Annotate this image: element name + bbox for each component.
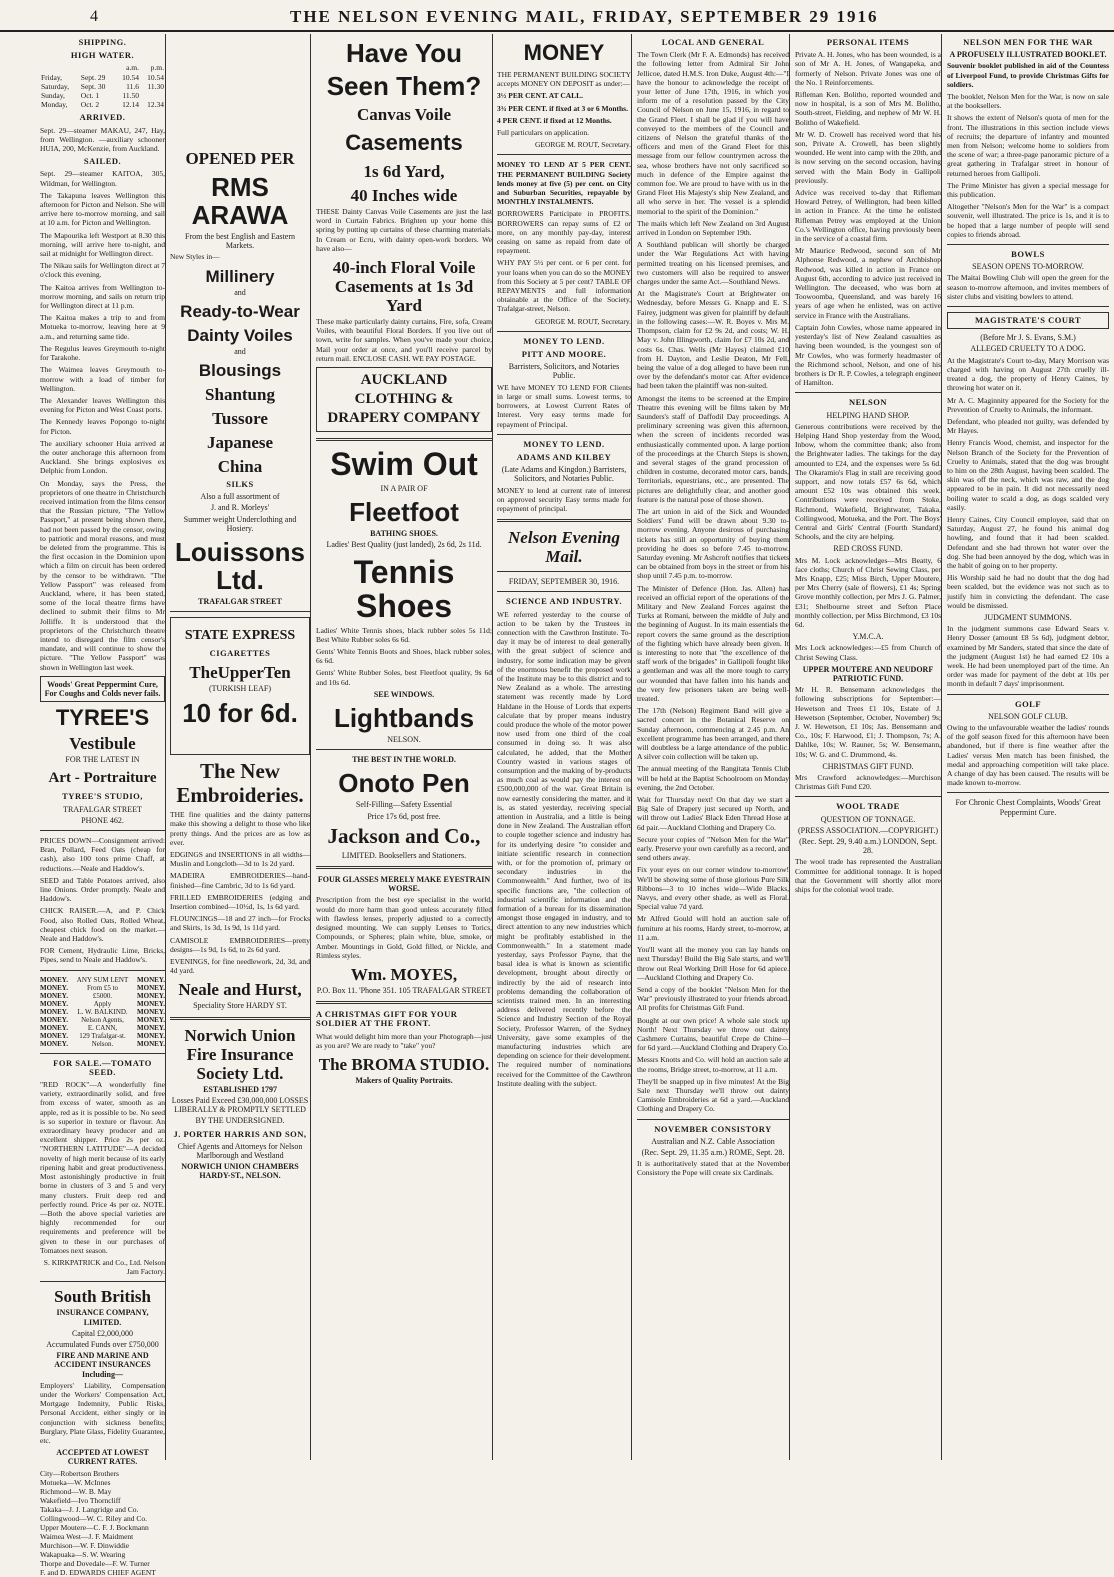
war-heading: NELSON MEN FOR THE WAR [963,37,1093,47]
rate-item: 3½ PER CENT. AT CALL. [497,91,584,101]
emb-item: FLOUNCINGS—18 and 27 inch—for Frocks and Skirts, 1s 3d, 1s 9d, 1s 11d yard. [170,914,310,933]
seen-them: Seen Them? [326,71,482,101]
local-para: The Minister of Defence (Hon. Jas. Allen) has received an official report of the operations of the Military and New Zealand Forces against the Turks at Romani, between the middle of July and the beginning of August. In its main essentials the report covers the same ground as the description of the fighting which have already been given. It is interesting to note that "the excellence of the staff work of the brigades" in Gallipoli fought like a gentleman and was all the more tough to carry our wounded that have fallen into his hands and the very few prisoners taken are being well-treated. [637,583,789,704]
tide-row: Sunday, Oct. 1 11.50 [41,91,139,101]
shipping-note: The Kaitoa makes a trip to and from Motueka to-morrow, leaving here at 9 a.m., and returning same tide. [40,313,165,341]
norwich-chambers: NORWICH UNION CHAMBERS HARDY-ST., NELSON. [181,1162,299,1181]
local-para: Mr Alfred Gould will hold an auction sale of furniture at his rooms, Hardy street, to-morrow, at 11 a.m. [637,914,789,942]
film-censor-note: On Monday, says the Press, the proprietors of one theatre in Christchurch received intimation from the films censor that the Russian picture, "The Yellow Passport," at present being shown there, had not been passed by the censor, owing to patriotic and moral reasons, and must be deleted from the programme. This is the first occasion in the Dominion upon which a film on circuit has been ordered by the censor to be withdrawn. "The Yellow Passport" was released from Auckland, where, it has been stated, some of the local theatre firms have declined to submit their films to Mr Jolliffe. It is understood that the proprietors of the Christchurch theatre intend to disregard the film censor's mandate, and will continue to show the picture. "The Yellow Passport" was shown in Wellington last week. [40,478,165,672]
local-para: Send a copy of the booklet "Nelson Men for the War" previously illustrated to your friends abroad. All profits for Christmas Gift Fund. [637,984,789,1013]
personal-para: Private A. H. Jones, who has been wounded, is a son of Mr A. H. Jones, of Wangapeka, and formerly of Nelson. Private Jones was one of the No. 1 Reinforcements. [795,50,941,87]
floral-text: These make particularly dainty curtains, Fire, sofa, Cream Voiles, with beautiful Floral Borders. If you live out of town, write for samples. When you've made your choice, Mail your order at once, and you'll receive parcel by return mail. ENCLOSE CASH. WE PAY POSTAGE. [316,317,492,363]
personal-para: Mr Maurice Redwood, second son of Mr Alphonse Redwood, a nephew of Archbishop Redwood, was killed in action in France on August 6th, according to advice just received in Wellington. The deceased, who was born at Toowoomba, Queensland, and was barely 16 years of age when he enlisted, was on active service in France with the Australians. [795,246,941,320]
best-in-world: THE BEST IN THE WORLD. [352,755,456,765]
shipping-note: The Takapuna leaves Wellington this afternoon for Picton and Nelson. She will arrive here to-morrow morning, and sail at 10 a.m. for Picton and Wellington. [40,190,165,228]
millinery: Millinery [205,266,275,286]
neale-sub: Speciality Store HARDY ST. [193,1001,287,1011]
money-heading: MONEY [523,40,605,65]
rate-item: 4 PER CENT. if fixed at 12 Months. [497,115,612,125]
cigarettes-label: CIGARETTES [209,648,271,659]
south-british-heading: South British [54,1287,151,1307]
war-para: Altogether "Nelson's Men for the War" is a compact souvenir, well illustrated. The price is 1s, and it is to be hoped that a large number of people will send copies to friends abroad. [947,202,1109,239]
lend-5-percent: MONEY TO LEND AT 5 PER CENT. THE PERMANENT BUILDING Society lends money at five (5) per cent. on City and Suburban Securities, repayable by MONTHLY INSTALMENTS. [497,160,631,207]
local-para: The 17th (Nelson) Regiment Band will give a sacred concert in the Botanical Reserve on Sunday afternoon, commencing at 2.45 p.m. An excellent programme has been arranged, and there will doubtless be a large attendance of the public. A silver coin collection will be taken up. [637,706,789,762]
state-express-ad [170,617,310,755]
louissons-logo: Louissons Ltd. [174,537,305,596]
column-2: OPENED PER RMS ARAWA From the best English and Eastern Markets. New Styles in— Millinery and Ready-to-Wear Dainty Voiles and Blousings Shantung Tussore Japanese China SILKS Also a full assortment of J. and R. Morleys' Summer weight Underclothing and Hosiery. Louissons Ltd. TRAFALGAR STREET STATE EXPRESS CIGARETTES TheUpperTen (TURKISH LEAF) 10 for 6d. The New Embroideries. THE fine qualities and the dainty patterns make this showing a delight to those who like pretty things. And the prices are as low as ever. EDGINGS and INSERTIONS in all widths—Muslin and Longcloth—3d to 1s 2d yard. MADEIRA EMBROIDERIES—hand-finished—fine Cambric, 3d to 1s 6d yard. FRILLED EMBROIDERIES (edging and Insertion combined—10½d, 1s, 1s 6d yard. FLOUNCINGS—18 and 27 inch—for Frocks and Skirts, 1s 3d, 1s 9d, 1s 11d yard. CAMISOLE EMBROIDERIES—pretty designs—1s 9d, 1s 6d, to 2s 6d yard. EVENINGS, for fine needlework, 2d, 3d, and 4d yard. Neale and Hurst, Speciality Store HARDY ST. Norwich Union Fire Insurance Society Ltd. ESTABLISHED 1797 Losses Paid Exceed £30,000,000 LOSSES LIBERALLY & PROMPTLY SETTLED BY THE UNDERSIGNED. J. PORTER HARRIS AND SON, Chief Agents and Attorneys for Nelson Marlborough and Westland NORWICH UNION CHAMBERS HARDY-ST., NELSON. [170,34,311,1460]
summer-weight: Summer weight Underclothing and Hosiery. [183,514,297,533]
tide-row: Saturday, Sept. 30 11.6 11.30 [41,81,164,91]
shipping-note: The Mapourika left Westport at 8.30 this morning, will arrive here to-night, and sail at midnight for Wellington direct. [40,230,165,259]
list-item: Collingwood—W. C. Riley and Co. [40,1513,148,1523]
emb-item: EDGINGS and INSERTIONS in all widths—Muslin and Longcloth—3d to 1s 2d yard. [170,850,310,869]
masthead-title: THE NELSON EVENING MAIL, FRIDAY, SEPTEMBER 29 1916 [290,7,879,26]
arrived-text: Sept. 29—steamer MAKAU, 247, Hay, from Wellington. —auxiliary schooner HUIA, 200, McKenzie, from Auckland. [40,125,165,154]
shipping-note: The auxiliary schooner Huia arrived at the outer anchorage this afternoon from Auckland. She brings explosives ex Delphic from London. [40,438,165,476]
arrived-heading: ARRIVED. [79,112,126,123]
south-british-sub: INSURANCE COMPANY, LIMITED. [56,1308,149,1327]
shipping-note: The Alexander leaves Wellington this evening for Picton and West Coast ports. [40,395,165,415]
emb-item: MADEIRA EMBROIDERIES—hand-finished—fine Cambric, 3d to 1s 6d yard. [170,871,310,890]
money-ad: MONEY. MONEY. MONEY. MONEY. MONEY. MONEY. MONEY. MONEY. MONEY. ANY SUM LENT From £5 to £5000. Apply L. W. BALKIND. Nelson Agents, E. CANN, 129 Trafalgar-st. Nelson. MONEY. MONEY. MONEY. MONEY. MONEY. MONEY. MONEY. MONEY. MONEY. [40,975,165,1048]
court-para: Mr A. C. Maginnity appeared for the Society for the Prevention of Cruelty to Animals, the informant. [947,395,1109,414]
tide-col-pm: p.m. [150,63,164,73]
consistory-heading: NOVEMBER CONSISTORY [654,1123,772,1134]
sb-rates: ACCEPTED AT LOWEST CURRENT RATES. [56,1448,149,1467]
tomato-text: "RED ROCK"—A wonderfully fine variety, extraordinarily solid, and free from excess of water, smooth as an apple, red as it is possible to be. No seed is so superior in texture or flavour. An extraordinary heavy producer and an excellent shipper. Price 2s per oz. "NORTHERN LATITUDE"—A decided novelty of high merit because of its early ripening habit and great productiveness. Most astonishingly productive in fruit borne in clusters of 3 and 5 and very many clusters. Fruit deep red and perfectly round. Price 4s per oz. NOTE.—Both the above special varieties are highly recommended for our requirements and preference will be given to these in our purchases of Tomatoes next season. [40,1080,165,1255]
canvas-text: THESE Dainty Canvas Voile Casements are just the last word in Curtain Fabrics. Brighten up your home this spring by putting up curtains of these charming materials. In Cream or Ecru, with dainty open-work borders. We have also— [316,207,492,253]
borrowers: BORROWERS Participate in PROFITS. BORROWERS can repay sums of £2 or more, on any monthly pay-day, interest ceasing on same as repaid from date of repayment. [497,209,631,256]
tyree-sub: FOR THE LATEST IN [65,755,140,765]
paper-title: Nelson Evening Mail. [508,528,620,567]
swim-out: Swim Out [330,446,478,483]
self-filling: Self-Filling—Safety Essential [355,800,453,810]
shipping-note: The Kennedy leaves Popongo to-night for Picton. [40,417,165,436]
ymca-text: Mrs Lock acknowledges:—£5 from Church of Christ Sewing Class. [795,643,941,662]
shipping-heading: SHIPPING. [78,37,127,47]
sb-text: Employers' Liability, Compensation under the Workers' Compensation Act, Mortgage Indemnity, Public Risks, Personal Accident, either singly or in conjunction with sickness benefits; Burglary, Plate Glass, Fidelity Guarantee, etc. [40,1380,165,1445]
bathing-price: Ladies' Best Quality (just landed), 2s 6d, 2s 11d. [326,540,482,550]
floral-voile: 40-inch Floral Voile Casements at 1s 3d Yard [332,258,476,316]
tyree-art: Art - Portraiture [48,770,157,787]
masthead [0,0,1114,32]
high-water-heading: HIGH WATER. [70,50,135,61]
in-a-pair: IN A PAIR OF [380,484,428,494]
local-para: Secure your copies of "Nelson Men for the War" early. Preserve your own carefully as a record, and send others away. [637,834,789,863]
xmas-gift-heading: A CHRISTMAS GIFT FOR YOUR SOLDIER AT THE FRONT. [316,1009,458,1029]
cig-price: 10 for 6d. [182,697,298,728]
court-para: His Worship said he had no doubt that the dog had been scalded, but the evidence was not such as to justify him in convicting the defendant. The case would be dismissed. [947,573,1109,610]
assortment: Also a full assortment of [200,492,280,502]
xmas-gift-text: What would delight him more than your Photograph—just as you are? We are ready to "take" you? [316,1031,492,1050]
column-3 [316,34,493,1460]
golf-text: Owing to the unfavourable weather the ladies' rounds of the golf season fixed for this afternoon have been abandoned, but if there is fine weather after the Ladies' versus Men match has been finished, the medal and approaching competition will take place. A change of day has been caused. The results will be made known to-morrow. [947,723,1109,788]
column-4 [497,34,632,1460]
list-item: City—Robertson Brothers [40,1468,119,1478]
pitt-text: WE have MONEY TO LEND FOR Clients in large or small sums. Lowest terms, to borrowers, at Lowest Current Rates of Interest. Very easy terms made for repayment of Principal. [497,382,631,429]
blousings: Blousings [198,361,282,381]
dainty-voiles: Dainty Voiles [187,325,293,345]
glasses-text: Prescription from the best eye specialist in the world, would do more harm than good unless accurately filled with flawless lenses, properly adjusted to a correctly designed mounting. We can supply Lenses to Torics, Compounds, or Spheres; plain white, blue, smoke, or Amber. Mountings in Gold, Gold filled, or Nickle, and Rimless styles. [316,895,492,960]
list-item: Motueka—W. McInnes [40,1477,111,1487]
tyree-vestibule: Vestibule [69,734,136,754]
local-para: The annual meeting of the Rangitata Tennis Club will be held at the Baptist Schoolroom on Monday evening, the 2nd October. [637,764,789,792]
list-item: Wakefield—Ivo Thorncliff [40,1495,121,1505]
court-para: Henry Francis Wood, chemist, and inspector for the Nelson Branch of the Society for the Prevention of Cruelty to Animals, stated that the dog was brought to him on the 28th August, having been scalded. The skin was off the neck, which was raw, and the dog appeared to be in pain. It did not necessarily need boiling water to scald a dog, as dogs scalded very easily. [947,438,1109,512]
building-society: THE PERMANENT BUILDING SOCIETY accepts MONEY ON DEPOSIT as under:— [497,70,631,89]
moyes-address: P.O. Box 11. 'Phone 351. 105 TRAFALGAR STREET [316,985,492,995]
notice-prices: PRICES DOWN—Consignment arrived: Bran, Pollard, Feed Oats (cheap for cash), also 100 tons prime Chaff, at reductions.—Neale and Haddow's. [40,836,165,873]
china: China [217,457,263,477]
personal-para: Advice was received to-day that Rifleman Howard Petrey, of Wellington, had been killed in action in France. At the time he enlisted Rifleman Petrey was employed at the Union Co.'s Wellington office, having previously been in the service of a coastal firm. [795,188,941,244]
war-note: Souvenir booklet published in aid of the Countess of Liverpool Fund, to provide Christmas Gifts for soldiers. [947,61,1109,89]
editorial-text: WE referred yesterday to the course of action to be taken by the Trustees in connection with the Cawthron Institute. To-day it may be of interest to deal generally with the great subject of science and industry, for some indication may be given of the enormous benefit the proposed work of the Institute may be to this district and to New Zealand as a whole. The arresting statement was recently made by Lord Haldane in the House of Lords that experts calculate that by proper means industry could produce the whole of the motor power now used from one third of the coal consumed in doing so. It was also calculated, he added, that the Mother Country wasted in various stages of consumption and the making of by-products as much coal as would pay the interest on £500,000,000 of the war. Great Britain is now earnestly considering the matter, and it is, as stated yesterday, receiving special attention in Australia, and a little is being done in New Zealand. The Australian effort to couple together science and industry has for its underlying desire "to consider and initiate scientific research in connection with, or for the promotion of, primary or secondary industries in the Commonwealth." And further, two of its specific functions are, "the collection of industrial scientific information and the formation of a bureau for its dissemination amongst those engaged in industry, and to direct attention to any new industries which might be profitably established in the Commonwealth." In a statement made yesterday, says Professor Payne, that the basal idea is what is known as scientific development, brought about directly or indirectly by the aid of research into problems demanding the collaboration of scientists trained men. In an interesting address delivered recently before the Science and Industry Section of the Royal Society, Professor Warren, of the Sydney University, gave some examples of the manufacturing industries which are depending on science for their development. The required number of nominations received for the Committee of the Cawthron Institute dealing with the subject. [497,609,631,1088]
sb-fire: FIRE AND MARINE AND ACCIDENT INSURANCES Including— [54,1351,151,1379]
auckland-clothing: AUCKLAND CLOTHING & DRAPERY COMPANY [316,367,492,432]
local-para: The mails which left New Zealand on 3rd August arrived in London on September 19th. [637,218,789,238]
tyree-studio: TYREE'S STUDIO, [62,791,143,802]
adams-firm: ADAMS AND KILBEY [516,451,612,462]
lightbands: Lightbands [333,703,475,734]
column-1 [40,34,166,1577]
pitt-sub: Barristers, Solicitors, and Notaries Public. [508,362,620,381]
golf-heading: GOLF [1014,698,1042,709]
notice-chick: CHICK RAISER.—A, and P. Chick Food, also Rolled Oats, Rolled Wheat, cheapest chick food on the market.—Neale and Haddow's. [40,906,165,944]
list-item: Upper Moutere—C. F. J. Bockmann [40,1522,149,1532]
sb-agents-list [40,1469,165,1577]
list-item: Takaka—J. J. Langridge and Co. [40,1504,139,1514]
tyree-phone: PHONE 462. [81,815,124,825]
emb-item: EVENINGS, for fine needlework, 2d, 3d, and 4d yard. [170,957,310,976]
woods-cure-ad: Woods' Great Peppermint Cure, For Coughs and Colds never fails. [40,676,165,702]
list-item: F. and D. EDWARDS CHIEF AGENT [40,1567,156,1577]
wool-assoc: (PRESS ASSOCIATION.—COPYRIGHT.) [797,825,939,835]
jackson-co: Jackson and Co., [327,823,481,848]
wool-sub: QUESTION OF TONNAGE. [820,814,916,824]
local-para: They'll be snapped up in five minutes! At the Big Sale next Thursday we'll throw out dainty Camisole Embroideries at 6d a yard.—Auckland Clothing and Drapery Co. [637,1076,789,1114]
local-para: A Southland publican will shortly be charged under the War Regulations Act with having permitted treating on his licensed premises, and two customers will also be required to answer charges under the same Act.—Southland News. [637,240,789,287]
consistory-cable: Australian and N.Z. Cable Association [651,1136,775,1146]
court-para: Defendant, who pleaded not guilty, was defended by Mr Hayes. [947,416,1109,436]
neale-hurst: Neale and Hurst, [178,980,302,1000]
paper-date: FRIDAY, SEPTEMBER 30, 1916. [508,577,620,587]
tennis-item: Ladies' White Tennis shoes, black rubber soles 5s 11d; Best White Rubber soles 6s 6d. [316,625,492,644]
tide-row: Monday, Oct. 2 12.14 12.34 [41,100,164,110]
rout-signature: GEORGE M. ROUT, Secretary. [534,140,631,150]
shipping-note: The Waimea leaves Greymouth to-morrow with a load of timber for Wellington. [40,365,165,393]
column-5 [637,34,790,1460]
personal-para: Rifleman Ken. Bolitho, reported wounded and now in hospital, is a son of Mrs M. Bolitho, South-street, Fielding, and nephew of Mr W. H. Bolitho of Wakefield. [795,90,941,127]
bowls-text: The Maitai Bowling Club will open the green for the season to-morrow afternoon, and invites members of sister clubs and visiting bowlers to attend. [947,273,1109,301]
broma-studio: The BROMA STUDIO. [318,1054,490,1074]
judgment-heading: JUDGMENT SUMMONS. [984,612,1072,622]
wm-moyes: Wm. MOYES, [350,964,458,984]
notice-seed: SEED and Table Potatoes arrived, also line Onions. Order promptly. Neale and Haddow's. [40,875,165,904]
adams-heading: MONEY TO LEND. [523,438,605,449]
list-item: Thorpe and Dovedale—F. W. Turner [40,1558,150,1568]
from-markets: From the best English and Eastern Markets. [185,232,295,251]
war-para: It shows the extent of Nelson's quota of men for the front. The illustrations in this section include views of recruits; the departure of infantry and mounted men from Nelson; welcome home to soldiers from the scene of war; a three-page panoramic picture of a great gathering in Trafalgar street in honour of returned heroes from Gallipoli. [947,113,1109,178]
japanese: Japanese [206,433,274,453]
tennis-item: Gents' White Tennis Boots and Shoes, black rubber soles, 6s 6d. [316,647,492,666]
personal-para: Mr W. D. Crowell has received word that his son, Private A. Crowell, has been slightly wounded. He went into camp with the 20th, and is now serving on the second occasion, having served with the Main Body in Gallipoli previously. [795,129,941,185]
column-7 [947,34,1109,1460]
court-heading: MAGISTRATE'S COURT [947,312,1109,329]
morleys: J. and R. Morleys' [210,503,270,513]
rms-arawa: RMS ARAWA [191,172,289,230]
nelson-heading: NELSON [849,397,887,408]
local-para: The art union in aid of the Sick and Wounded Soldiers' Fund will be drawn about 9.30 to-morrow evening. Anyone desirous of purchasing tickets has still an opportunity of buying them providing he does so before 7.45 to-morrow. Saturday evening. Mr Ashcroft notifies that tickets can be obtained from boys in the street or from his shop until 7.45 p.m. to-morrow. [637,506,789,581]
tide-col-am: a.m. [126,63,139,73]
norwich-union-heading: Norwich Union Fire Insurance Society Ltd. [184,1025,296,1083]
norwich-est: ESTABLISHED 1797 [203,1084,277,1094]
opened-per: OPENED PER [185,149,295,168]
tomato-heading: FOR SALE.—TOMATO SEED. [53,1057,152,1077]
helping-hand-text: Generous contributions were received by the Helping Hand Shop yesterday from the Wood, Inbow, whom the committee thank; also from the Brightwater ladies. The takings for the day amounted to £24, and the expenses were 5s 6d. The Okaramio's Flag in stall are receiving good support, and now totals £57 6s 6d, which amount £52 10s was obtained this week. Contributions were received from Stoke, Richmond, Wakefield, Brightwater, Takaka, Collingwood, Motueka, and the Port. The Boys' Central and Girls' Central (Fourth Standard) Schools, and the city are helping. [795,421,941,542]
xmas-fund-heading: CHRISTMAS GIFT FUND. [822,761,914,771]
emb-item: FRILLED EMBROIDERIES (edging and Insertion combined—10½d, 1s, 1s 6d yard. [170,892,310,912]
war-sub: A PROFUSELY ILLUSTRATED BOOKLET. [949,50,1107,60]
moutere-heading: UPPER MOUTERE AND NEUDORF PATRIOTIC FUND. [802,664,934,683]
local-para: Messrs Knotts and Co. will hold an auction sale at the rooms, Bridge street, to-morrow, at 11 a.m. [637,1055,789,1074]
local-general-heading: LOCAL AND GENERAL [661,37,765,47]
canvas-voile: Canvas Voile [357,105,451,124]
ymca-heading: Y.M.C.A. [852,632,884,642]
sailed-text: Sept. 29—steamer KAITOA, 305, Wildman, for Wellington. [40,169,165,188]
local-para: Bought at our own price! A whole sale stock up North! Next Thursday we throw out dainty Cashmere Curtains, beautiful Crepe de Chine—for 6d yard.—Auckland Clothing and Drapery Co. [637,1015,789,1053]
column-6 [795,34,942,1460]
red-cross-text: Mrs M. Lock acknowledges—Mrs Beatty, 6 face cloths; Church of Christ Sewing Class, per Mrs Knapp, £25; Miss Birch, Upper Moutere, per Mrs Cherry (sale of flowers), £1 4s; Spring Grove monthly collection, per Mrs J. G. Palmer, £31; Shelbourne street and Sefton Place monthly collection, per Miss Birchmond, £3 10s 6d. [795,555,941,629]
list-item: Richmond—W. B. May [40,1486,112,1496]
turkish-leaf: (TURKISH LEAF) [209,684,271,694]
sb-capital: Capital £2,000,000 [71,1328,134,1338]
price-yard: 1s 6d Yard, [363,162,445,181]
new-embroideries-heading: The New Embroideries. [176,759,304,808]
chief-agents: Chief Agents and Attorneys for Nelson Marlborough and Westland [177,1141,303,1160]
local-para: At the Magistrate's Court at Brightwater on Wednesday, before Messrs G. Knapp and E. S. Fairey, judgment was given for plaintiff by default in the following cases:—W. R. Boyes v. Mrs M. Thompson, claim for £2 9s 2d, and costs; W. H. May v. John Illingworth, claim for £7 10s 2d, and costs 6s. Chas. Wells (Mr Hayes) claimed £10 from H. Dayton, and Leslie Deaton, Mr Fell, being the value of a dog alleged to have been run over by the defendant's motor car. After evidence had been taken the plaintiff was non-suited. [637,289,789,391]
have-you: Have You [345,38,463,68]
court-para: At the Magistrate's Court to-day, Mary Morrison was charged with having on August 27th cruelly ill-treated a dog, the property of Henry Caines, by throwing hot water on it. [947,355,1109,393]
science-heading: SCIENCE AND INDUSTRY. [506,596,622,607]
louissons-address: TRAFALGAR STREET [198,597,282,607]
silks: SILKS [226,479,254,490]
bowls-heading: BOWLS [1011,249,1045,260]
adams-sub: (Late Adams and Kingdon.) Barristers, Solicitors, and Notaries Public. [501,465,627,484]
golf-sub: NELSON GOLF CLUB. [988,711,1068,721]
judgment-text: In the judgment summons case Edward Sears v. Henry Dosser (amount £8 5s 6d), judgment debtor, examined by Mr Sanders, stated that since the date of the judgment (August 1st) he had earned £2 10s a week. He had been unemployed part of the time. An order was made for payment of the debt at 10s per month in default 7 days' imprisonment. [947,624,1109,689]
glasses-heading: FOUR GLASSES MERELY MAKE EYESTRAIN WORSE. [317,875,491,894]
local-para: Wait for Thursday next! On that day we start a Big Sale of Drapery just secured up North, and will throw out Ladies' Black Eden Thread Hose at 6d pair.—Auckland Clothing and Drapery Co. [637,795,789,832]
wool-text: The wool trade has represented the Australian Committee for additional tonnage. It is hoped that the Government will shortly allot more ships for the colonial wool trade. [795,857,941,895]
state-express-logo: STATE EXPRESS [184,628,296,644]
red-cross-heading: RED CROSS FUND. [833,544,903,554]
tennis-item: Gents' White Rubber Soles, best Fleetfoot quality, 9s 6d and 10s 6d. [316,668,492,687]
sb-funds: Accumulated Funds over £750,000 [46,1339,159,1349]
wool-heading: WOOL TRADE [836,801,900,812]
xmas-fund-text: Mrs Crawford acknowledges:—Murchison Christmas Gift Fund £20. [795,773,941,792]
shipping-note: The Nikau sails for Wellington direct at 7 o'clock this evening. [40,261,165,280]
consistory-date: (Rec. Sept. 29, 11.35 a.m.) ROME, Sept. 28. [641,1147,785,1157]
list-item: Murchison—W. F. Dinwiddie [40,1540,130,1550]
tomato-signature: S. KIRKPATRICK and Co., Ltd. Nelson Jam Factory. [43,1257,165,1277]
adams-text: MONEY to lend at current rate of interest on approved security Easy terms made for repayment of principal. [497,485,631,513]
court-sub: (Before Mr J. S. Evans, S.M.) [980,333,1076,343]
personal-heading: PERSONAL ITEMS [826,37,910,47]
sailed-heading: SAILED. [83,156,122,167]
tide-table [40,63,165,109]
local-para: The Town Clerk (Mr F. A. Edmonds) has received the following letter from Admiral Sir John Jellicoe, dated H.M.S. Iron Duke, August 4th:—"I have the honour to acknowledge the receipt of your letter of June 17th, 1916, in which you inform me of a resolution passed by the City Council of Nelson on June 15, 1916, in regard to the Grand Fleet. I shall be glad if you will have conveyed to the members of the Council and citizens of Nelson the grateful thanks of the officers and men of the Grand Fleet for this message from our fellow countrymen across the sea, whose brothers have not only sacrificed so much in defence of the Empire against the common foe. We are proud to have with us in the Grand Fleet His Majesty's ship New Zealand, and all who serve in her. The vessel is a splendid memorial to the spirit of the Dominion." [637,50,789,216]
tide-row: Friday, Sept. 29 10.54 10.54 [41,72,164,82]
inches-wide: 40 Inches wide [350,186,458,205]
moutere-text: Mr H. R. Bensemann acknowledges the following subscriptions for September:—Hewetson and Trees £1 10s, Estate of J. Hewetson (September, October, November) 9s; J. W. Hewetson, £1 10s; Jas. Bensemann and Co., 10s; F. Harwood, £1; J. Thompson, 7s; A. Dahlke, 10s; W. Rauner, 5s; W. Bensemann, 10s; W. G. and C. Drummond, 4s. [795,685,941,759]
bathing-shoes: BATHING SHOES. [370,529,438,539]
shipping-note: The Regulus leaves Greymouth to-night for Tarakohe. [40,343,165,363]
why-pay: WHY PAY 5½ per cent. or 6 per cent. for your loans when you can do so the MONEY from this Society at 5 per cent? TABLE OF REPAYMENTS and full information obtainable at the Office of the Society, Trafalgar-street, Nelson. [497,258,631,314]
pitt-heading: MONEY TO LEND. [523,335,605,346]
war-para: The booklet, Nelson Men for the War, is now on sale at the booksellers. [947,92,1109,111]
new-styles: New Styles in— [170,252,220,262]
jackson-sub: LIMITED. Booksellers and Stationers. [341,850,467,860]
norwich-by: BY THE UNDERSIGNED. [195,1116,285,1126]
onoto-pen: Onoto Pen [338,768,470,799]
local-para: You'll want all the money you can lay hands on next Thursday! Build the Big Sale starts, and we'll throw out Real Working Drill Hose for 6d apiece. —Auckland Clothing and Drapery Co. [637,945,789,982]
pitt-firm: PITT AND MOORE. [521,349,607,360]
casements: Casements [345,130,463,155]
full-particulars: Full particulars on application. [497,128,590,138]
tussore: Tussore [212,409,268,429]
rate-item: 3¾ PER CENT. if fixed at 3 or 6 Months. [497,103,628,113]
lightbands-nelson: NELSON. [387,735,421,745]
upper-ten: TheUpperTen [189,663,291,683]
broma-sub: Makers of Quality Portraits. [355,1075,453,1085]
onoto-price: Price 17s 6d, post free. [367,811,441,821]
fleetfoot: Fleetfoot [349,497,459,528]
shantung: Shantung [205,385,275,405]
porter-harris: J. PORTER HARRIS AND SON, [173,1128,307,1139]
helping-hand-heading: HELPING HAND SHOP. [826,410,910,420]
personal-para: Captain John Cowles, whose name appeared in yesterday's list of New Zealand casualties as having been wounded, is the youngest son of Mr Cowles, who was formerly headmaster of the Richmond school, Nelson, and one of his brothers is Dr R. P. Cowles, a telegraph engineer of Hamilton. [795,322,942,388]
wool-date: (Rec. Sept. 29, 9.40 a.m.) LONDON, Sept. 28. [799,837,937,856]
tyree-address: TRAFALGAR STREET [63,804,142,814]
notice-cement: FOR Cement, Hydraulic Lime, Bricks, Pipes, send to Neale and Haddow's. [40,946,165,965]
ready-to-wear: Ready-to-Wear [180,301,300,321]
cure-ad: For Chronic Chest Complaints, Woods' Great Peppermint Cure. [955,798,1101,817]
consistory-text: It is authoritatively stated that at the November Consistory the Pope will create six Cardinals. [637,1159,789,1178]
list-item: Waimea West—J. F. Maidment [40,1531,134,1541]
local-para: Amongst the items to be screened at the Empire Theatre this evening will be films taken by Mr Saunders's staff of Daffodil Day proceedings. A preliminary screening was given this afternoon, when the screen of incidents recorded was enthusiastically commented upon. A large portion of the proceedings at the Church Steps is shown, and several stages of the grand procession of children in costume, decorated motor cars, bands, Territorials, equestrians, etc., are presented. The pictures are delightfully clear, and another good feature is the natural pose of those shown. [637,393,789,504]
rout-signature-2: GEORGE M. ROUT, Secretary. [534,316,631,326]
see-windows: SEE WINDOWS. [373,689,435,699]
tyree-heading: TYREE'S [55,705,150,731]
court-case: ALLEGED CRUELTY TO A DOG. [970,344,1086,354]
norwich-losses: Losses Paid Exceed £30,000,000 LOSSES LIBERALLY & PROMPTLY SETTLED [171,1095,309,1115]
emb-item: CAMISOLE EMBROIDERIES—pretty designs—1s 9d, 1s 6d, to 2s 6d yard. [170,935,310,954]
list-item: Wakapuaka—S. W. Wearing [40,1549,126,1559]
tennis-shoes: Tennis Shoes [353,553,455,624]
emb-text: THE fine qualities and the dainty patterns make this showing a delight to those who like pretty things. And the prices are as low as ever. [170,810,310,847]
bowls-sub: SEASON OPENS TO-MORROW. [972,262,1084,272]
court-para: Henry Caines, City Council employee, said that on Saturday, August 27, he found his animal dog howling, and found that it had been scalded. Defendant and she had thrown hot water over the dog. She had been annoyed by the dog, which was in the habit of going on to her property. [947,514,1109,570]
local-para: Fix your eyes on our corner window to-morrow! We'll be showing some of those glorious Pure Silk Ribbons—3 to 10 inches wide—Wide Blacks, Navys, and every other shade, as well as Floral. Special value 7d yard. [637,865,789,912]
page-number: 4 [90,8,100,25]
war-para: The Prime Minister has given a special message for this publication. [947,180,1109,200]
shipping-note: The Kaitoa arrives from Wellington to-morrow morning, and sails on return trip for Wellington direct at 11 p.m. [40,282,165,311]
